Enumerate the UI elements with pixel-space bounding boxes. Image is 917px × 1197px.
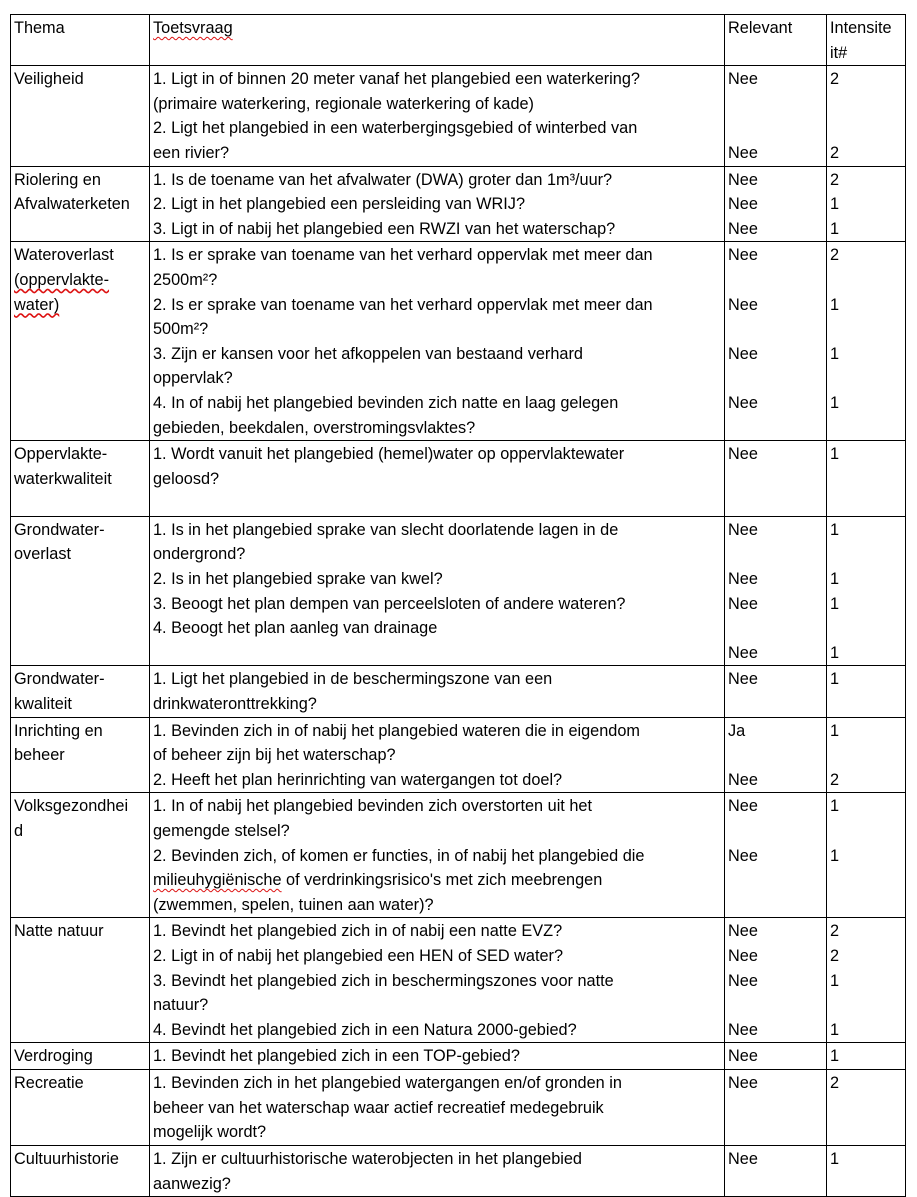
thema-cell: [11, 1069, 150, 1145]
toetsvraag-line: natuur?: [153, 996, 209, 1015]
thema-cell: [11, 793, 150, 918]
intensiteit-value: [830, 868, 902, 893]
toetsvraag-line: 2. Ligt in of nabij het plangebied een HEN of SED water?: [153, 946, 564, 965]
intensiteit-value: 1: [830, 643, 840, 662]
table-row: [11, 1145, 906, 1196]
toetsvraag-line: 1. Zijn er cultuurhistorische waterobjecten in het plangebied: [153, 1149, 582, 1168]
intensiteit-value: [830, 743, 902, 768]
relevant-value: Nee: [728, 1047, 758, 1066]
thema-line: Natte natuur: [14, 922, 104, 941]
relevant-value: Nee: [728, 195, 758, 214]
relevant-value: Nee: [728, 770, 758, 789]
toetsvraag-line: gemengde stelsel?: [153, 822, 290, 840]
relevant-value: Nee: [728, 846, 758, 865]
thema-line: Oppervlakte-: [14, 445, 108, 464]
toetsvraag-line: milieuhygiënische of verdrinkingsrisico's met zich meebrengen: [153, 871, 603, 890]
toetsvraag-line: 1. In of nabij het plangebied bevinden zich overstorten uit het: [153, 797, 592, 816]
intensiteit-cell: [827, 918, 906, 1043]
toetsvraag-cell: [150, 717, 725, 793]
relevant-value: [728, 116, 823, 141]
intensiteit-cell: [827, 1043, 906, 1070]
thema-line: Inrichting en: [14, 721, 103, 740]
intensiteit-cell: [827, 441, 906, 517]
toetsvraag-cell: [150, 1069, 725, 1145]
relevant-cell: [725, 66, 827, 166]
relevant-value: [728, 467, 823, 492]
intensiteit-value: [830, 993, 902, 1018]
intensiteit-cell: [827, 66, 906, 166]
relevant-value: Nee: [728, 445, 758, 464]
toetsvraag-cell: [150, 666, 725, 717]
thema-line: Recreatie: [14, 1073, 84, 1092]
toetsvraag-line: 2500m²?: [153, 270, 218, 289]
toetsvraag-line: 2. Is er sprake van toename van het verhard oppervlak met meer dan: [153, 295, 653, 314]
intensiteit-cell: [827, 1145, 906, 1196]
toetsvraag-line: aanwezig?: [153, 1174, 231, 1193]
intensiteit-cell: [827, 1069, 906, 1145]
header-intensiteit: [827, 15, 906, 66]
relevant-value: Ja: [728, 721, 746, 740]
toetsvraag-cell: [150, 242, 725, 441]
toetsvraag-line: 2. Ligt het plangebied in een waterbergingsgebied of winterbed van: [153, 119, 638, 138]
toetsvraag-line: mogelijk wordt?: [153, 1123, 267, 1142]
intensiteit-value: [830, 116, 902, 141]
toetsvraag-line: of beheer zijn bij het waterschap?: [153, 746, 396, 765]
intensiteit-value: [830, 1096, 902, 1121]
intensiteit-value: [830, 467, 902, 492]
relevant-value: [728, 692, 823, 717]
toetsvraag-line: 4. In of nabij het plangebied bevinden zich natte en laag gelegen: [153, 393, 619, 412]
table-row: [11, 918, 906, 1043]
toetsvraag-line: 1. Bevinden zich in het plangebied watergangen en/of gronden in: [153, 1073, 622, 1092]
toetsvraag-line: 1. Is de toename van het afvalwater (DWA) groter dan 1m³/uur?: [153, 170, 613, 189]
relevant-value: Nee: [728, 797, 758, 816]
relevant-value: [728, 92, 823, 117]
toetsvraag-line: 3. Beoogt het plan dempen van perceelsloten of andere wateren?: [153, 594, 626, 613]
toetsvraag-line: oppervlak?: [153, 369, 233, 388]
relevant-value: Nee: [728, 70, 758, 89]
relevant-value: Nee: [728, 143, 758, 162]
thema-line: Riolering en: [14, 170, 101, 189]
intensiteit-value: 2: [830, 922, 840, 941]
thema-line: Volksgezondhei: [14, 797, 129, 816]
thema-line: water): [14, 295, 60, 314]
relevant-cell: [725, 666, 827, 717]
header-intensiteit-line: Intensite: [830, 19, 892, 37]
thema-line: Grondwater-: [14, 520, 105, 539]
toetsvraag-line: 2. Ligt in het plangebied een persleiding van WRIJ?: [153, 195, 525, 214]
toetsvraag-line: 4. Beoogt het plan aanleg van drainage: [153, 619, 438, 638]
toetsvraag-line: 3. Ligt in of nabij het plangebied een RWZI van het waterschap?: [153, 219, 616, 238]
thema-line: Grondwater-: [14, 670, 105, 689]
toetsvraag-line: 1. Bevindt het plangebied zich in of nabij een natte EVZ?: [153, 922, 563, 941]
thema-line: waterkwaliteit: [14, 469, 112, 488]
relevant-value: Nee: [728, 393, 758, 412]
relevant-value: Nee: [728, 971, 758, 990]
toetsvraag-line: 1. Bevinden zich in of nabij het plangebied wateren die in eigendom: [153, 721, 640, 740]
header-thema: [11, 15, 150, 66]
relevant-cell: [725, 516, 827, 666]
intensiteit-value: [830, 893, 902, 918]
thema-line: beheer: [14, 746, 65, 765]
thema-cell: [11, 1145, 150, 1196]
toetsvraag-line: [153, 641, 721, 666]
toetsvraag-line: 2. Is in het plangebied sprake van kwel?: [153, 570, 443, 589]
relevant-value: Nee: [728, 219, 758, 238]
relevant-cell: [725, 1043, 827, 1070]
intensiteit-value: [830, 268, 902, 293]
toetsvraag-line: 1. Is in het plangebied sprake van slecht doorlatende lagen in de: [153, 520, 619, 539]
toetsvraag-cell: [150, 66, 725, 166]
relevant-value: Nee: [728, 1020, 758, 1039]
header-relevant: [725, 15, 827, 66]
toetsvraag-cell: [150, 1145, 725, 1196]
thema-cell: [11, 666, 150, 717]
thema-line: (oppervlakte-: [14, 270, 110, 289]
table-body: [11, 15, 906, 1197]
relevant-value: Nee: [728, 170, 758, 189]
table-row: [11, 441, 906, 517]
relevant-value: Nee: [728, 295, 758, 314]
toetsvraag-cell: [150, 166, 725, 242]
intensiteit-cell: [827, 166, 906, 242]
thema-cell: [11, 66, 150, 166]
relevant-value: Nee: [728, 643, 758, 662]
intensiteit-value: [830, 1172, 902, 1197]
intensiteit-cell: [827, 793, 906, 918]
toetsvraag-line: 500m²?: [153, 320, 209, 339]
intensiteit-cell: [827, 242, 906, 441]
relevant-value: Nee: [728, 520, 758, 539]
toetsvraag-line: (primaire waterkering, regionale waterkering of kade): [153, 94, 534, 113]
relevant-value: [728, 1172, 823, 1197]
intensiteit-value: 1: [830, 520, 840, 539]
intensiteit-value: 1: [830, 570, 840, 589]
relevant-value: Nee: [728, 946, 758, 965]
toetsvraag-line: gebieden, beekdalen, overstromingsvlaktes?: [153, 418, 476, 437]
thema-line: Afvalwaterketen: [14, 195, 130, 214]
table-row: [11, 1043, 906, 1070]
intensiteit-value: [830, 819, 902, 844]
intensiteit-value: 2: [830, 170, 840, 189]
header-toetsvraag: [150, 15, 725, 66]
toetsvraag-line: geloosd?: [153, 469, 220, 488]
thema-cell: [11, 516, 150, 666]
intensiteit-value: [830, 92, 902, 117]
toetsvraag-cell: [150, 441, 725, 517]
intensiteit-value: [830, 616, 902, 641]
thema-line: Verdroging: [14, 1047, 93, 1066]
toetsvraag-line: 3. Zijn er kansen voor het afkoppelen van bestaand verhard: [153, 344, 583, 363]
relevant-value: [728, 542, 823, 567]
toetsvraag-line: 1. Ligt het plangebied in de beschermingszone van een: [153, 670, 553, 689]
toetsvraag-cell: [150, 793, 725, 918]
intensiteit-value: 1: [830, 846, 840, 865]
relevant-value: [728, 317, 823, 342]
intensiteit-value: 1: [830, 797, 840, 816]
thema-line: Wateroverlast: [14, 246, 114, 265]
relevant-value: Nee: [728, 670, 758, 689]
toetsvraag-cell: [150, 1043, 725, 1070]
toetsvraag-line: 2. Heeft het plan herinrichting van watergangen tot doel?: [153, 770, 563, 789]
intensiteit-value: 1: [830, 594, 840, 613]
intensiteit-value: 1: [830, 295, 840, 314]
toetsvraag-cell: [150, 918, 725, 1043]
relevant-value: Nee: [728, 1073, 758, 1092]
header-thema-label: Thema: [14, 19, 65, 37]
intensiteit-value: 1: [830, 1047, 840, 1066]
table-row: [11, 242, 906, 441]
intensiteit-value: 1: [830, 971, 840, 990]
relevant-value: [728, 868, 823, 893]
intensiteit-value: 2: [830, 770, 840, 789]
toetsvraag-cell: [150, 516, 725, 666]
toetsvraag-line: 1. Ligt in of binnen 20 meter vanaf het plangebied een waterkering?: [153, 70, 640, 89]
relevant-value: [728, 819, 823, 844]
thema-cell: [11, 1043, 150, 1070]
relevant-value: [728, 268, 823, 293]
intensiteit-value: 2: [830, 70, 840, 89]
table-row: [11, 1069, 906, 1145]
relevant-cell: [725, 1069, 827, 1145]
thema-cell: [11, 918, 150, 1043]
toetsvraag-line: een rivier?: [153, 143, 230, 162]
relevant-value: [728, 993, 823, 1018]
intensiteit-value: [830, 692, 902, 717]
relevant-value: Nee: [728, 594, 758, 613]
relevant-cell: [725, 242, 827, 441]
relevant-value: Nee: [728, 922, 758, 941]
relevant-value: [728, 616, 823, 641]
relevant-value: [728, 1096, 823, 1121]
intensiteit-value: 1: [830, 670, 840, 689]
intensiteit-value: [830, 317, 902, 342]
intensiteit-value: 1: [830, 1149, 840, 1168]
relevant-cell: [725, 441, 827, 517]
toetsvraag-line: 1. Bevindt het plangebied zich in een TOP-gebied?: [153, 1047, 520, 1066]
thema-line: overlast: [14, 545, 72, 564]
toetsvraag-line: 1. Wordt vanuit het plangebied (hemel)water op oppervlaktewater: [153, 445, 625, 464]
intensiteit-value: 1: [830, 219, 840, 238]
table-row: [11, 793, 906, 918]
header-relevant-label: Relevant: [728, 19, 793, 37]
header-intensiteit-line: it#: [830, 43, 848, 62]
thema-line: kwaliteit: [14, 695, 72, 714]
header-toetsvraag-label: Toetsvraag: [153, 19, 233, 37]
toetsvraag-line: 1. Is er sprake van toename van het verhard oppervlak met meer dan: [153, 246, 653, 265]
relevant-value: Nee: [728, 246, 758, 265]
intensiteit-value: [830, 366, 902, 391]
toetsvraag-line: drinkwateronttrekking?: [153, 695, 317, 714]
table-row: [11, 717, 906, 793]
intensiteit-cell: [827, 666, 906, 717]
relevant-value: Nee: [728, 344, 758, 363]
intensiteit-value: 2: [830, 946, 840, 965]
relevant-cell: [725, 918, 827, 1043]
relevant-cell: [725, 793, 827, 918]
intensiteit-value: 1: [830, 393, 840, 412]
toetsvraag-line: 3. Bevindt het plangebied zich in beschermingszones voor natte: [153, 971, 614, 990]
thema-cell: [11, 166, 150, 242]
relevant-value: Nee: [728, 1149, 758, 1168]
table-row: [11, 516, 906, 666]
relevant-value: [728, 491, 823, 516]
relevant-cell: [725, 166, 827, 242]
relevant-value: [728, 1120, 823, 1145]
relevant-value: [728, 366, 823, 391]
thema-line: d: [14, 822, 24, 840]
intensiteit-value: [830, 491, 902, 516]
toetsvraag-line: 2. Bevinden zich, of komen er functies, in of nabij het plangebied die: [153, 846, 645, 865]
intensiteit-cell: [827, 516, 906, 666]
relevant-value: Nee: [728, 570, 758, 589]
intensiteit-value: 1: [830, 195, 840, 214]
toetsvraag-line: [153, 491, 721, 516]
intensiteit-value: [830, 542, 902, 567]
intensiteit-value: 1: [830, 344, 840, 363]
toetsvraag-line: 4. Bevindt het plangebied zich in een Natura 2000-gebied?: [153, 1020, 577, 1039]
thema-cell: [11, 242, 150, 441]
relevant-value: [728, 743, 823, 768]
toetsvraag-line: (zwemmen, spelen, tuinen aan water)?: [153, 895, 434, 914]
relevant-value: [728, 416, 823, 441]
intensiteit-value: 1: [830, 721, 840, 740]
intensiteit-value: 2: [830, 143, 840, 162]
intensiteit-value: [830, 416, 902, 441]
toetsvraag-line: beheer van het waterschap waar actief recreatief medegebruik: [153, 1098, 604, 1117]
thema-line: Cultuurhistorie: [14, 1149, 119, 1168]
thema-cell: [11, 717, 150, 793]
table-row: [11, 66, 906, 166]
intensiteit-value: [830, 1120, 902, 1145]
table-row: [11, 666, 906, 717]
intensiteit-cell: [827, 717, 906, 793]
relevant-cell: [725, 717, 827, 793]
table-row: [11, 166, 906, 242]
thema-line: Veiligheid: [14, 70, 84, 89]
intensiteit-value: 1: [830, 445, 840, 464]
toetsvraag-line: ondergrond?: [153, 545, 246, 564]
intensiteit-value: 1: [830, 1020, 840, 1039]
thema-cell: [11, 441, 150, 517]
intensiteit-value: 2: [830, 246, 840, 265]
toets-table: [10, 14, 906, 1197]
relevant-cell: [725, 1145, 827, 1196]
header-row: [11, 15, 906, 66]
intensiteit-value: 2: [830, 1073, 840, 1092]
relevant-value: [728, 893, 823, 918]
